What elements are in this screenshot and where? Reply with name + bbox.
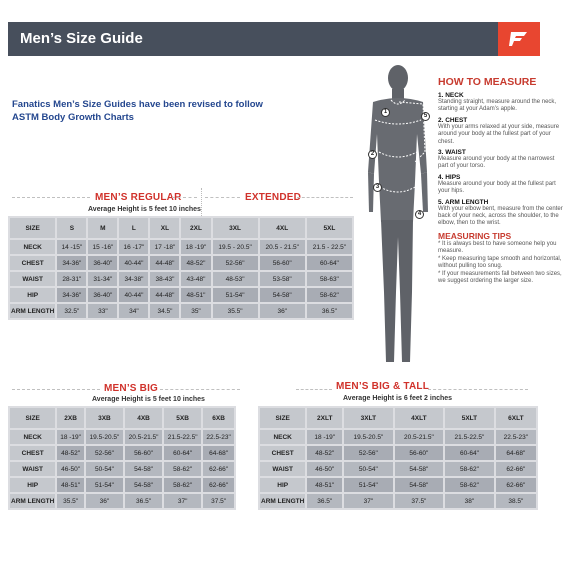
- table-cell: 17 -18": [150, 240, 179, 254]
- size-header-cell: 4XL: [260, 218, 305, 238]
- table-cell: 21.5-22.5": [445, 430, 494, 444]
- size-header-cell: M: [88, 218, 117, 238]
- table-row: [10, 478, 234, 492]
- table-cell: 37.5": [203, 494, 234, 508]
- table-cell: 21.5-22.5": [164, 430, 201, 444]
- table-cell: 52-56": [344, 446, 393, 460]
- table-cell: 32.5": [57, 304, 86, 318]
- table-cell: 16 -17": [119, 240, 148, 254]
- table-cell: 44-48": [150, 256, 179, 270]
- marker-arm-length: 5: [421, 112, 430, 121]
- page-title: Men’s Size Guide: [20, 30, 143, 47]
- table-cell: 58-62": [445, 478, 494, 492]
- row-label: CHEST: [10, 446, 55, 460]
- table-cell: 48-52": [181, 256, 210, 270]
- table-cell: 56-60": [260, 256, 305, 270]
- size-header-cell: 2XLT: [307, 408, 342, 428]
- big-title: MEN’S BIG: [104, 383, 159, 394]
- table-header-row: [10, 218, 352, 238]
- step-title: 2. CHEST: [438, 116, 468, 124]
- row-label: NECK: [10, 240, 55, 254]
- size-header-cell: 3XB: [86, 408, 123, 428]
- table-row: [10, 494, 234, 508]
- table-cell: 44-48": [150, 288, 179, 302]
- table-cell: 56-60": [395, 446, 444, 460]
- row-label: WAIST: [260, 462, 305, 476]
- table-cell: 43-48": [181, 272, 210, 286]
- table-cell: 58-62": [164, 478, 201, 492]
- divider-line: [172, 197, 197, 198]
- row-label: ARM LENGTH: [10, 494, 55, 508]
- row-label: WAIST: [10, 272, 55, 286]
- row-label: ARM LENGTH: [10, 304, 55, 318]
- table-cell: 36-40": [88, 288, 117, 302]
- body-figure: [355, 62, 435, 377]
- table-row: [260, 430, 536, 444]
- table-cell: 36": [260, 304, 305, 318]
- table-cell: 52-56": [86, 446, 123, 460]
- marker-chest: 2: [368, 150, 377, 159]
- table-cell: 34-36": [57, 256, 86, 270]
- table-cell: 48-51": [307, 478, 342, 492]
- size-header-cell: 2XL: [181, 218, 210, 238]
- table-row: [260, 478, 536, 492]
- table-cell: 21.5 - 22.5": [307, 240, 352, 254]
- table-cell: 56-60": [125, 446, 162, 460]
- size-header-cell: 3XLT: [344, 408, 393, 428]
- row-label: HIP: [10, 288, 55, 302]
- table-row: [260, 462, 536, 476]
- table-cell: 58-62": [445, 462, 494, 476]
- tips-title: MEASURING TIPS: [438, 230, 512, 241]
- intro-line-2: ASTM Body Growth Charts: [12, 112, 134, 123]
- table-cell: 48-51": [57, 478, 84, 492]
- row-label: WAIST: [10, 462, 55, 476]
- step-title: 5. ARM LENGTH: [438, 198, 489, 206]
- table-cell: 37.5": [395, 494, 444, 508]
- tip-item: * If your measurements fall between two sizes, we suggest ordering the larger size.: [438, 270, 562, 284]
- step-text: Measure around your body at the narrowest part of your torso.: [438, 156, 555, 170]
- divider-line: [428, 389, 528, 390]
- size-header-cell: S: [57, 218, 86, 238]
- table-cell: 37": [344, 494, 393, 508]
- divider-line: [160, 389, 240, 390]
- table-cell: 58-62": [164, 462, 201, 476]
- big-subtitle: Average Height is 5 feet 10 inches: [92, 396, 205, 403]
- step-text: With your arms relaxed at your side, measure around your body at the fullest part of your chest.: [438, 123, 560, 145]
- size-header-cell: 5XLT: [445, 408, 494, 428]
- table-cell: 48-52": [307, 446, 342, 460]
- size-header-cell: 4XB: [125, 408, 162, 428]
- table-row: [10, 462, 234, 476]
- table-cell: 35": [181, 304, 210, 318]
- table-cell: 62-66": [496, 478, 536, 492]
- table-cell: 38": [445, 494, 494, 508]
- step-title: 4. HIPS: [438, 173, 461, 181]
- table-cell: 36": [86, 494, 123, 508]
- table-cell: 19.5-20.5": [86, 430, 123, 444]
- table-cell: 36.5": [125, 494, 162, 508]
- big-tall-size-table: [258, 406, 538, 510]
- step-text: Standing straight, measure around the neck, starting at your Adam’s apple.: [438, 99, 557, 113]
- row-label: NECK: [10, 430, 55, 444]
- size-header-cell: 6XB: [203, 408, 234, 428]
- divider-line: [205, 197, 240, 198]
- table-cell: 19.5-20.5": [344, 430, 393, 444]
- table-row: [10, 272, 352, 286]
- big-size-table: [8, 406, 236, 510]
- divider-line: [296, 389, 332, 390]
- table-row: [10, 256, 352, 270]
- step-title: 1. NECK: [438, 92, 464, 99]
- row-label: HIP: [260, 478, 305, 492]
- divider-line: [12, 197, 90, 198]
- row-label: SIZE: [260, 408, 305, 428]
- table-cell: 34-38": [119, 272, 148, 286]
- row-label: CHEST: [260, 446, 305, 460]
- table-cell: 60-64": [307, 256, 352, 270]
- table-cell: 50-54": [344, 462, 393, 476]
- row-label: SIZE: [10, 218, 55, 238]
- size-header-cell: XL: [150, 218, 179, 238]
- table-cell: 46-50": [57, 462, 84, 476]
- table-cell: 35.5": [213, 304, 258, 318]
- size-header-cell: 6XLT: [496, 408, 536, 428]
- measure-steps: [438, 92, 566, 228]
- table-cell: 54-58": [125, 478, 162, 492]
- divider-line: [12, 389, 100, 390]
- regular-size-table: [8, 216, 354, 320]
- table-cell: 60-64": [445, 446, 494, 460]
- marker-waist: 3: [373, 183, 382, 192]
- table-cell: 46-50": [307, 462, 342, 476]
- table-cell: 15 -16": [88, 240, 117, 254]
- big-tall-title: MEN’S BIG & TALL: [336, 381, 430, 392]
- table-row: [10, 240, 352, 254]
- size-header-cell: 4XLT: [395, 408, 444, 428]
- size-header-cell: 2XB: [57, 408, 84, 428]
- table-row: [10, 288, 352, 302]
- table-cell: 18 -19": [307, 430, 342, 444]
- table-cell: 34.5": [150, 304, 179, 318]
- step-text: Measure around your body at the fullest part your hips.: [438, 180, 556, 195]
- table-cell: 20.5-21.5": [395, 430, 444, 444]
- extended-title: EXTENDED: [245, 192, 302, 203]
- table-cell: 20.5 - 21.5": [260, 240, 305, 254]
- table-cell: 40-44": [119, 256, 148, 270]
- regular-title: MEN’S REGULAR: [95, 192, 182, 203]
- how-to-measure-title: HOW TO MEASURE: [438, 76, 537, 88]
- step-text: With your elbow bent, measure from the center back of your neck, across the shoulder, to the elbow, then to the wrist.: [438, 205, 563, 227]
- table-cell: 20.5-21.5": [125, 430, 162, 444]
- row-label: NECK: [260, 430, 305, 444]
- size-header-cell: 5XB: [164, 408, 201, 428]
- table-cell: 54-58": [395, 478, 444, 492]
- header-bar: [8, 22, 540, 56]
- table-cell: 36-40": [88, 256, 117, 270]
- table-cell: 36.5": [307, 304, 352, 318]
- table-cell: 36.5": [307, 494, 342, 508]
- tip-item: * Keep measuring tape smooth and horizontal, without pulling too snug.: [438, 255, 562, 270]
- marker-neck: 1: [381, 108, 390, 117]
- table-cell: 38-43": [150, 272, 179, 286]
- row-label: ARM LENGTH: [260, 494, 305, 508]
- how-to-measure-panel: [438, 76, 566, 285]
- table-cell: 48-51": [181, 288, 210, 302]
- regular-subtitle: Average Height is 5 feet 10 inches: [88, 206, 201, 213]
- table-cell: 58-62": [307, 288, 352, 302]
- intro-text: [12, 98, 312, 124]
- intro-line-1: Fanatics Men’s Size Guides have been revised to follow: [12, 99, 263, 110]
- table-cell: 58-63": [307, 272, 352, 286]
- big-tall-subtitle: Average Height is 6 feet 2 inches: [343, 395, 453, 402]
- table-cell: 33": [88, 304, 117, 318]
- table-cell: 19.5 - 20.5": [213, 240, 258, 254]
- measure-tips: [438, 241, 566, 285]
- table-row: [10, 430, 234, 444]
- table-cell: 54-58": [260, 288, 305, 302]
- table-cell: 54-58": [395, 462, 444, 476]
- table-cell: 62-66": [203, 478, 234, 492]
- table-row: [10, 304, 352, 318]
- marker-hips: 4: [415, 210, 424, 219]
- table-cell: 28-31": [57, 272, 86, 286]
- table-cell: 38.5": [496, 494, 536, 508]
- table-cell: 48-52": [57, 446, 84, 460]
- table-cell: 34": [119, 304, 148, 318]
- table-cell: 51-54": [213, 288, 258, 302]
- table-cell: 18 -19": [57, 430, 84, 444]
- table-cell: 60-64": [164, 446, 201, 460]
- table-row: [260, 494, 536, 508]
- size-header-cell: 3XL: [213, 218, 258, 238]
- table-cell: 31-34": [88, 272, 117, 286]
- divider-line: [297, 197, 353, 198]
- step-title: 3. WAIST: [438, 149, 466, 157]
- table-cell: 50-54": [86, 462, 123, 476]
- table-row: [10, 446, 234, 460]
- row-label: CHEST: [10, 256, 55, 270]
- table-header-row: [260, 408, 536, 428]
- table-cell: 62-66": [203, 462, 234, 476]
- table-cell: 48-53": [213, 272, 258, 286]
- table-cell: 22.5-23": [496, 430, 536, 444]
- table-header-row: [10, 408, 234, 428]
- fanatics-flag-icon: [509, 30, 529, 48]
- table-cell: 54-58": [125, 462, 162, 476]
- section-separator: [201, 188, 202, 216]
- tip-item: * It is always best to have someone help you measure.: [438, 240, 557, 255]
- table-cell: 51-54": [344, 478, 393, 492]
- size-header-cell: L: [119, 218, 148, 238]
- table-cell: 64-68": [203, 446, 234, 460]
- row-label: SIZE: [10, 408, 55, 428]
- table-cell: 22.5-23": [203, 430, 234, 444]
- table-cell: 14 -15": [57, 240, 86, 254]
- table-row: [260, 446, 536, 460]
- size-header-cell: 5XL: [307, 218, 352, 238]
- table-cell: 62-66": [496, 462, 536, 476]
- table-cell: 52-56": [213, 256, 258, 270]
- table-cell: 18 -19": [181, 240, 210, 254]
- table-cell: 64-68": [496, 446, 536, 460]
- table-cell: 35.5": [57, 494, 84, 508]
- table-cell: 53-58": [260, 272, 305, 286]
- table-cell: 34-36": [57, 288, 86, 302]
- row-label: HIP: [10, 478, 55, 492]
- fanatics-logo: [498, 22, 540, 56]
- table-cell: 40-44": [119, 288, 148, 302]
- table-cell: 51-54": [86, 478, 123, 492]
- table-cell: 37": [164, 494, 201, 508]
